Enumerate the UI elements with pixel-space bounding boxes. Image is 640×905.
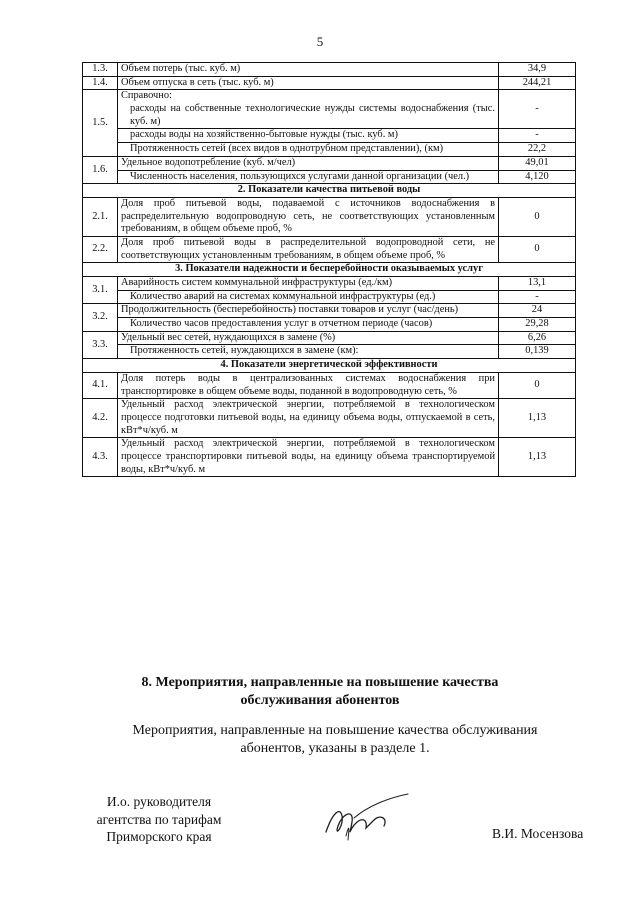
section-title: 4. Показатели энергетической эффективности: [83, 359, 576, 373]
row-description: Доля проб питьевой воды в распределительной водопроводной сети, не соответствующих установленным требованиям, в общем объеме проб, %: [118, 236, 499, 262]
row-description: Удельное водопотребление (куб. м/чел): [118, 156, 499, 170]
signatory-line: И.о. руководителя: [106, 794, 212, 809]
row-number: 3.2.: [83, 304, 118, 331]
table-row: [83, 76, 576, 90]
row-value: 1,13: [499, 399, 576, 438]
table-row: [83, 290, 576, 304]
row-value: 13,1: [499, 277, 576, 291]
heading-line: обслуживания абонентов: [240, 693, 400, 709]
indicators-table: [82, 62, 576, 477]
section-title: 3. Показатели надежности и бесперебойности оказываемых услуг: [83, 263, 576, 277]
section-header-row: [83, 184, 576, 198]
row-description: Количество аварий на системах коммунальной инфраструктуры (ед.): [118, 290, 499, 304]
row-description: Численность населения, пользующихся услугами данной организации (чел.): [118, 170, 499, 184]
row-number: 1.3.: [83, 63, 118, 77]
row-number: 1.4.: [83, 76, 118, 90]
paragraph-line: абонентов, указаны в разделе 1.: [240, 741, 430, 757]
row-subdescription: расходы на собственные технологические нужды системы водоснабжения (тыс. куб. м): [130, 103, 495, 127]
table-row: [83, 372, 576, 398]
row-description: Удельный расход электрической энергии, потребляемой в технологическом процессе подготовки питьевой воды, на единицу объема воды, отпускаемой в сеть, кВт*ч/куб. м: [118, 399, 499, 438]
row-description: Протяженность сетей, нуждающихся в замене (км):: [118, 345, 499, 359]
row-value: 0: [499, 372, 576, 398]
table-row: [83, 90, 576, 129]
signatory-title: [84, 793, 234, 846]
row-number: 2.2.: [83, 236, 118, 262]
row-value: -: [499, 90, 576, 129]
row-value: 1,13: [499, 438, 576, 477]
measures-paragraph: [105, 722, 565, 758]
row-number: 4.1.: [83, 372, 118, 398]
handwritten-signature: [318, 788, 418, 848]
row-description: Доля потерь воды в централизованных системах водоснабжения при транспортировке в общем объеме воды, поданной в водопроводную сеть, %: [118, 372, 499, 398]
row-number: 1.5.: [83, 90, 118, 156]
signatory-line: Приморского края: [106, 829, 212, 845]
row-description: Удельный вес сетей, нуждающихся в замене (%): [118, 331, 499, 345]
signatory-line: агентства по тарифам: [96, 811, 222, 827]
page-number: 5: [316, 34, 324, 49]
table-row: [83, 438, 576, 477]
row-value: 0: [499, 197, 576, 236]
section-header-row: [83, 263, 576, 277]
paragraph-line: Мероприятия, направленные на повышение качества обслуживания: [132, 723, 538, 738]
row-description: расходы воды на хозяйственно-бытовые нужды (тыс. куб. м): [118, 129, 499, 143]
reference-heading: Справочно:: [121, 90, 172, 102]
row-number: 3.1.: [83, 277, 118, 304]
row-value: -: [499, 290, 576, 304]
table-row: [83, 345, 576, 359]
heading-line: 8. Мероприятия, направленные на повышение качества: [141, 675, 499, 690]
table-row: [83, 236, 576, 262]
row-value: 4,120: [499, 170, 576, 184]
row-description: Доля проб питьевой воды, подаваемой с источников водоснабжения в распределительную водопроводную сеть, не соответствующих установленным требованиям, в общем объеме проб, %: [118, 197, 499, 236]
section-header-row: [83, 359, 576, 373]
table-row: [83, 399, 576, 438]
table-row: [83, 156, 576, 170]
row-description: Протяженность сетей (всех видов в однотрубном представлении), (км): [118, 143, 499, 157]
row-number: 2.1.: [83, 197, 118, 236]
row-number: 4.3.: [83, 438, 118, 477]
row-value: 0,139: [499, 345, 576, 359]
row-number: 1.6.: [83, 156, 118, 183]
row-value: 244,21: [499, 76, 576, 90]
table-row: [83, 129, 576, 143]
table-row: [83, 143, 576, 157]
row-description: Продолжительность (бесперебойность) поставки товаров и услуг (час/день): [118, 304, 499, 318]
table-row: [83, 277, 576, 291]
row-value: 0: [499, 236, 576, 262]
table-row: [83, 331, 576, 345]
row-description: Удельный расход электрической энергии, потребляемой в технологическом процессе транспортировки питьевой воды, на единицу объема транспортируемой воды, кВт*ч/куб. м: [118, 438, 499, 477]
row-value: -: [499, 129, 576, 143]
row-description: Объем отпуска в сеть (тыс. куб. м): [118, 76, 499, 90]
table-row: [83, 318, 576, 332]
table-row: [83, 197, 576, 236]
section-8-heading: [0, 674, 640, 710]
row-description: Количество часов предоставления услуг в отчетном периоде (часов): [118, 318, 499, 332]
row-description: Аварийность систем коммунальной инфраструктуры (ед./км): [118, 277, 499, 291]
row-value: 6,26: [499, 331, 576, 345]
table-row: [83, 63, 576, 77]
row-value: 29,28: [499, 318, 576, 332]
row-value: 24: [499, 304, 576, 318]
row-value: 22,2: [499, 143, 576, 157]
section-title: 2. Показатели качества питьевой воды: [83, 184, 576, 198]
row-number: 4.2.: [83, 399, 118, 438]
table-row: [83, 170, 576, 184]
row-description: Объем потерь (тыс. куб. м): [118, 63, 499, 77]
signatory-name: В.И. Мосензова: [492, 826, 584, 841]
row-description: [118, 90, 499, 129]
row-value: 49,01: [499, 156, 576, 170]
table-row: [83, 304, 576, 318]
row-number: 3.3.: [83, 331, 118, 358]
row-value: 34,9: [499, 63, 576, 77]
